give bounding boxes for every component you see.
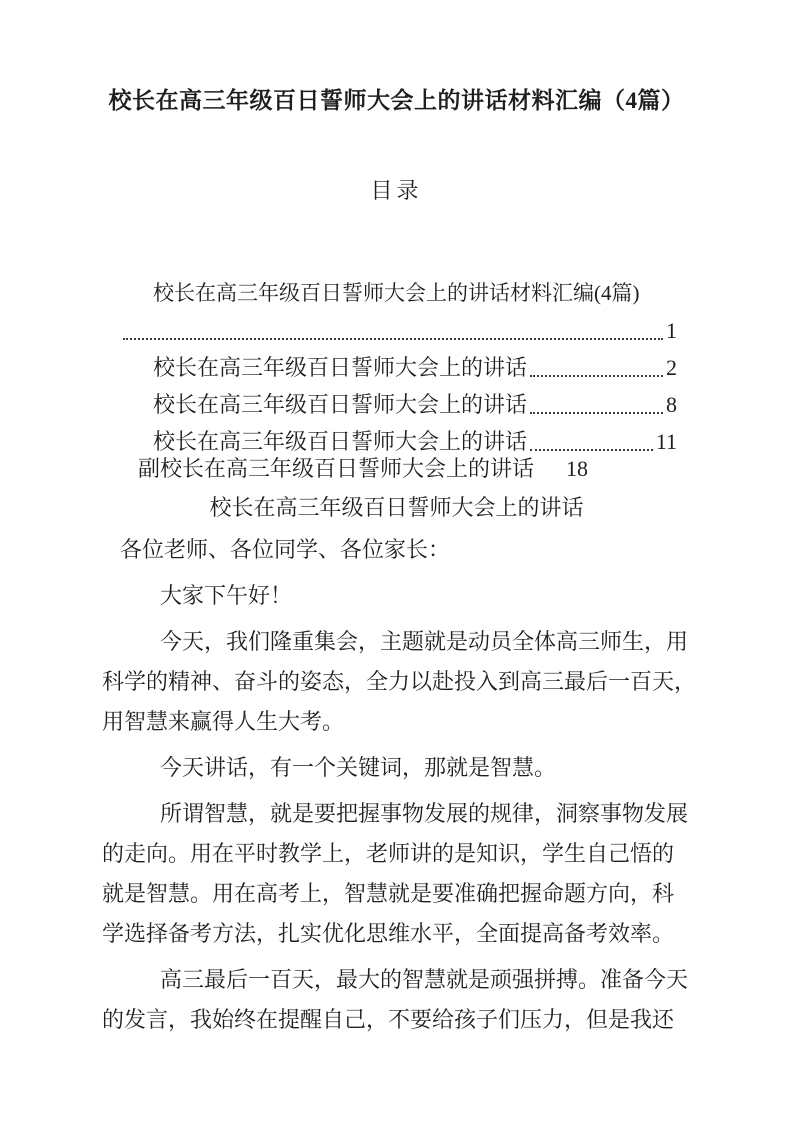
toc-entry-1-label-line[interactable] — [120, 275, 677, 312]
speech-salutation: 各位老师、各位同学、各位家长： — [120, 537, 451, 562]
toc-heading: 目录 — [370, 178, 423, 203]
toc-entry-1-leader-line[interactable] — [120, 312, 677, 349]
table-of-contents — [120, 275, 677, 487]
toc-entry-label: 校长在高三年级百日誓师大会上的讲话 — [153, 429, 528, 454]
toc-entry-label: 校长在高三年级百日誓师大会上的讲话 — [153, 392, 528, 417]
toc-entry-label: 校长在高三年级百日誓师大会上的讲话材料汇编(4篇) — [153, 281, 640, 305]
toc-entry-5[interactable] — [120, 450, 677, 487]
speech-line: 今天讲话，有一个关键词，那就是智慧。 — [160, 755, 557, 780]
speech-line: 所谓智慧，就是要把握事物发展的规律，洞察事物发展 — [160, 801, 689, 826]
toc-dot-leader — [530, 412, 663, 414]
toc-entry-label: 副校长在高三年级百日誓师大会上的讲话 — [138, 456, 535, 481]
speech-line: 就是智慧。用在高考上，智慧就是要准确把握命题方向，科 — [102, 881, 675, 906]
toc-page-number: 8 — [666, 392, 677, 417]
speech-heading: 校长在高三年级百日誓师大会上的讲话 — [209, 495, 584, 520]
toc-page-number: 2 — [666, 355, 677, 380]
toc-page-number: 18 — [566, 456, 589, 481]
document-title: 校长在高三年级百日誓师大会上的讲话材料汇编（4篇） — [108, 88, 685, 113]
speech-line: 的走向。用在平时教学上，老师讲的是知识，学生自己悟的 — [102, 841, 675, 866]
speech-line: 用智慧来赢得人生大考。 — [102, 709, 345, 734]
speech-line: 的发言，我始终在提醒自己，不要给孩子们压力，但是我还 — [102, 1007, 675, 1032]
speech-line: 学选择备考方法，扎实优化思维水平，全面提高备考效率。 — [102, 921, 675, 946]
speech-body — [102, 530, 723, 1040]
toc-page-number: 1 — [666, 318, 677, 343]
speech-line: 大家下午好！ — [160, 583, 293, 608]
speech-line: 高三最后一百天，最大的智慧就是顽强拼搏。准备今天 — [160, 967, 689, 992]
toc-page-number: 11 — [655, 429, 677, 454]
speech-line: 今天，我们隆重集会，主题就是动员全体高三师生，用 — [160, 629, 689, 654]
toc-entry-3[interactable] — [120, 386, 677, 423]
toc-dot-leader — [530, 449, 653, 451]
toc-entry-2[interactable] — [120, 349, 677, 386]
toc-dot-leader — [123, 338, 663, 340]
toc-entry-label: 校长在高三年级百日誓师大会上的讲话 — [153, 355, 528, 380]
speech-line: 科学的精神、奋斗的姿态，全力以赴投入到高三最后一百天， — [102, 669, 697, 694]
toc-dot-leader — [530, 375, 663, 377]
